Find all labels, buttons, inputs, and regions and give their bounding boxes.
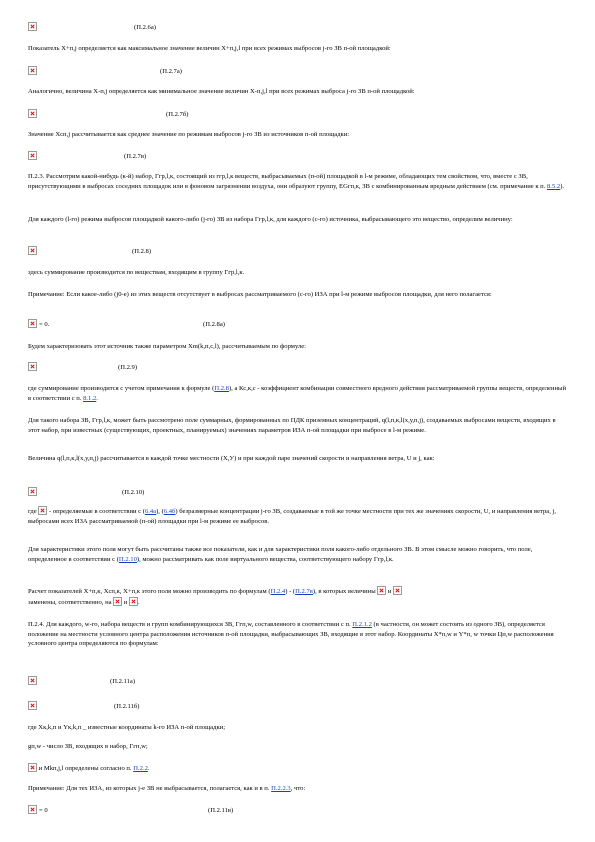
formula-p-2-11b bbox=[28, 701, 328, 713]
paragraph: где суммирование производится с учетом примечания к формуле (П.2.8), а Кс,к,с - коэффициент комбинации совместного вредного действия рассматриваемой группы веществ, определенный в соответствии с п. 8.1.2. bbox=[28, 385, 566, 402]
equation-number: (П.2.7в) bbox=[124, 153, 147, 160]
link-6-4b[interactable]: 6.4б bbox=[163, 508, 176, 515]
equation-number: (П.2.7а) bbox=[160, 68, 182, 75]
link-p-2-2[interactable]: П.2.2 bbox=[133, 765, 148, 772]
broken-image-icon bbox=[28, 362, 37, 371]
paragraph: Расчет показателей X+п,к, Хсп,к, X+п,к этого поля можно производить по формулам (П.2.4) - (П.2.7в), в которых величины и заменены, соответственно, на и . bbox=[28, 586, 568, 607]
formula-p-2-7v bbox=[28, 151, 328, 163]
paragraph: Аналогично, величина X-п,j определяется как минимальное значение величин X-п,j,l при всех режимах выброса j-го ЗВ п-ой площадкой: bbox=[28, 88, 415, 95]
broken-image-icon bbox=[28, 151, 37, 160]
formula-p-2-11a bbox=[28, 676, 328, 688]
broken-image-icon bbox=[28, 319, 37, 328]
link-p-2-7v[interactable]: П.2.7в bbox=[295, 588, 313, 595]
equation-number: (П.2.8) bbox=[132, 248, 152, 255]
paragraph: Величина q(l,п,к,l(х,у,п,j) рассчитывается в каждой точке местности (Х,У) и при каждой паре значений скорости и направления ветра, U и j, как: bbox=[28, 455, 435, 462]
paragraph: где - определяемые в соответствии с (6.4а), (6.4б) безразмерные концентрации j-го ЗВ, создаваемые в той же точке местности при тех же значениях скорости, U, и направления ветра, j, выбросами всех ИЗА рассматриваемой (п-ой) площадки при l-м режиме ее выбросов. bbox=[28, 508, 557, 525]
broken-image-icon bbox=[28, 109, 37, 118]
broken-image-icon bbox=[28, 805, 37, 814]
paragraph: Показатель X+п,j определяется как максимальное значение величин X+п,j,l при всех режимах выбросов j-го ЗВ п-ой площадкой: bbox=[28, 45, 391, 52]
paragraph: Значение Хсп,j рассчитывается как среднее значение по режимам выбросов j-го ЗВ из источников п-ой площадки: bbox=[28, 131, 350, 138]
broken-image-icon bbox=[113, 597, 122, 606]
link-p-2-10[interactable]: П.2.10 bbox=[118, 555, 137, 563]
broken-image-icon bbox=[38, 506, 47, 515]
formula-p-2-9 bbox=[28, 362, 328, 374]
formula-p-2-11v: = 0 (П.2.11в) bbox=[28, 805, 328, 817]
formula-p-2-7a bbox=[28, 66, 328, 78]
broken-image-icon bbox=[377, 586, 386, 595]
broken-image-icon bbox=[28, 763, 37, 772]
formula-p-2-10 bbox=[28, 487, 328, 499]
broken-image-icon bbox=[28, 246, 37, 255]
link-p-2-8[interactable]: П.2.8 bbox=[214, 385, 229, 392]
paragraph: П.2.3. Рассмотрим какой-нибудь (к-й) набор, Ггр,l,к, состоящий из ггр,l,к веществ, выбрасываемых (п-ой) площадкой в l-м режиме, обладающих тем свойством, что, вместе с ЗВ, присутствующими в выбросах соседних площадок или в фоновом загрязнении воздуха, они образуют группу, ЕGгп,к, ЗВ с комбинированным вредным действием (см. примечание к п. 8.5.2). bbox=[28, 173, 565, 190]
paragraph: П.2.4. Для каждого, w-го, набора веществ и групп комбинирующихся ЗВ, Ггп,w, составленного в соответствии с п. П.2.1.2 (в частности, он может состоять из одного ЗВ), определяется положение на местности условного центра расположения источников п-ой площадки, выбрасывающих ЗВ, входящие в этот набор. Координаты X*п,w и Y*п, w точки Цп,w расположения условного центра определяются по формулам: bbox=[28, 621, 554, 648]
formula-p-2-8a: = 0. (П.2.8а) bbox=[28, 319, 328, 331]
broken-image-icon bbox=[28, 487, 37, 496]
paragraph: Для каждого (l-го) режима выбросов площадкой какого-либо (j-го) ЗВ из набора Ггр,l,к, для каждого (с-го) источника, выбрасывающего это вещество, определим величину: bbox=[28, 216, 513, 223]
paragraph: Примечание: Если какое-либо (j0-е) из этих веществ отсутствует в выбросах рассматриваемого (с-го) ИЗА при l-м режиме выбросов площадки, для него полагается: bbox=[28, 291, 492, 298]
equation-number: (П.2.8а) bbox=[203, 321, 225, 328]
paragraph: и Мkп,j,l определены согласно п. П.2.2. bbox=[28, 763, 568, 774]
broken-image-icon bbox=[129, 597, 138, 606]
paragraph: где Xк,k,п и Yк,k,п _ известные координаты k-го ИЗА п-ой площадки; bbox=[28, 724, 226, 731]
formula-p-2-7b bbox=[28, 109, 328, 121]
equation-number: (П.2.11б) bbox=[114, 703, 140, 710]
equation-number: (П.2.7б) bbox=[166, 111, 189, 118]
broken-image-icon bbox=[393, 586, 402, 595]
paragraph: Будем характеризовать этот источник также параметром Хm(k,п,с,l), рассчитываемым по формуле: bbox=[28, 343, 307, 350]
paragraph: здесь суммирование производится по веществам, входящим в группу Ггр,l,к. bbox=[28, 269, 245, 276]
broken-image-icon bbox=[28, 22, 37, 31]
broken-image-icon bbox=[28, 676, 37, 685]
link-8-5-2[interactable]: 8.5.2 bbox=[547, 182, 561, 190]
formula-p-2-6a bbox=[28, 22, 328, 34]
equation-number: (П.2.10) bbox=[122, 489, 145, 496]
paragraph: Примечание: Для тех ИЗА, из которых j-е ЗВ не выбрасывается, полагается, как и в п. П.2.2.3, что: bbox=[28, 785, 306, 792]
paragraph: Для такого набора ЗВ, Ггр,l,к, может быть рассмотрено поле суммарных, формированных по ПДК приземных концентраций, q(l,п,к,l(х,у,п,j), создаваемых выбросами веществ, входящих в этот набор, при известных (существующих, проектных, планируемых) значениях параметров ИЗА п-ой площадки при выбросе в l-м режиме. bbox=[28, 417, 556, 434]
link-p-2-4[interactable]: П.2.4 bbox=[270, 588, 286, 595]
paragraph: Для характеристики этого поля могут быть рассчитаны также все показатели, как и для характеристики поля какого-либо отдельного ЗВ. В этом смысле можно говорить, что поле, определенное в соответствии с (П.2.10), можно рассматривать как поле виртуального вещества, соответствующего набору Ггр,l,к. bbox=[28, 546, 533, 563]
equation-number: (П.2.11а) bbox=[110, 678, 136, 685]
link-p-2-1-2[interactable]: П.2.1.2 bbox=[352, 621, 372, 628]
formula-p-2-8 bbox=[28, 246, 328, 258]
paragraph: gп,w - число ЗВ, входящих в набор, Ггп,w; bbox=[28, 743, 148, 750]
equation-number: (П.2.11в) bbox=[208, 807, 234, 814]
equation-number: (П.2.9) bbox=[118, 364, 138, 371]
link-8-1-2[interactable]: 8.1.2 bbox=[83, 394, 97, 402]
link-6-4a[interactable]: 6.4а bbox=[144, 508, 157, 515]
broken-image-icon bbox=[28, 701, 37, 710]
equation-number: (П.2.6а) bbox=[134, 24, 156, 31]
broken-image-icon bbox=[28, 66, 37, 75]
link-p-2-2-3[interactable]: П.2.2.3 bbox=[271, 785, 291, 792]
